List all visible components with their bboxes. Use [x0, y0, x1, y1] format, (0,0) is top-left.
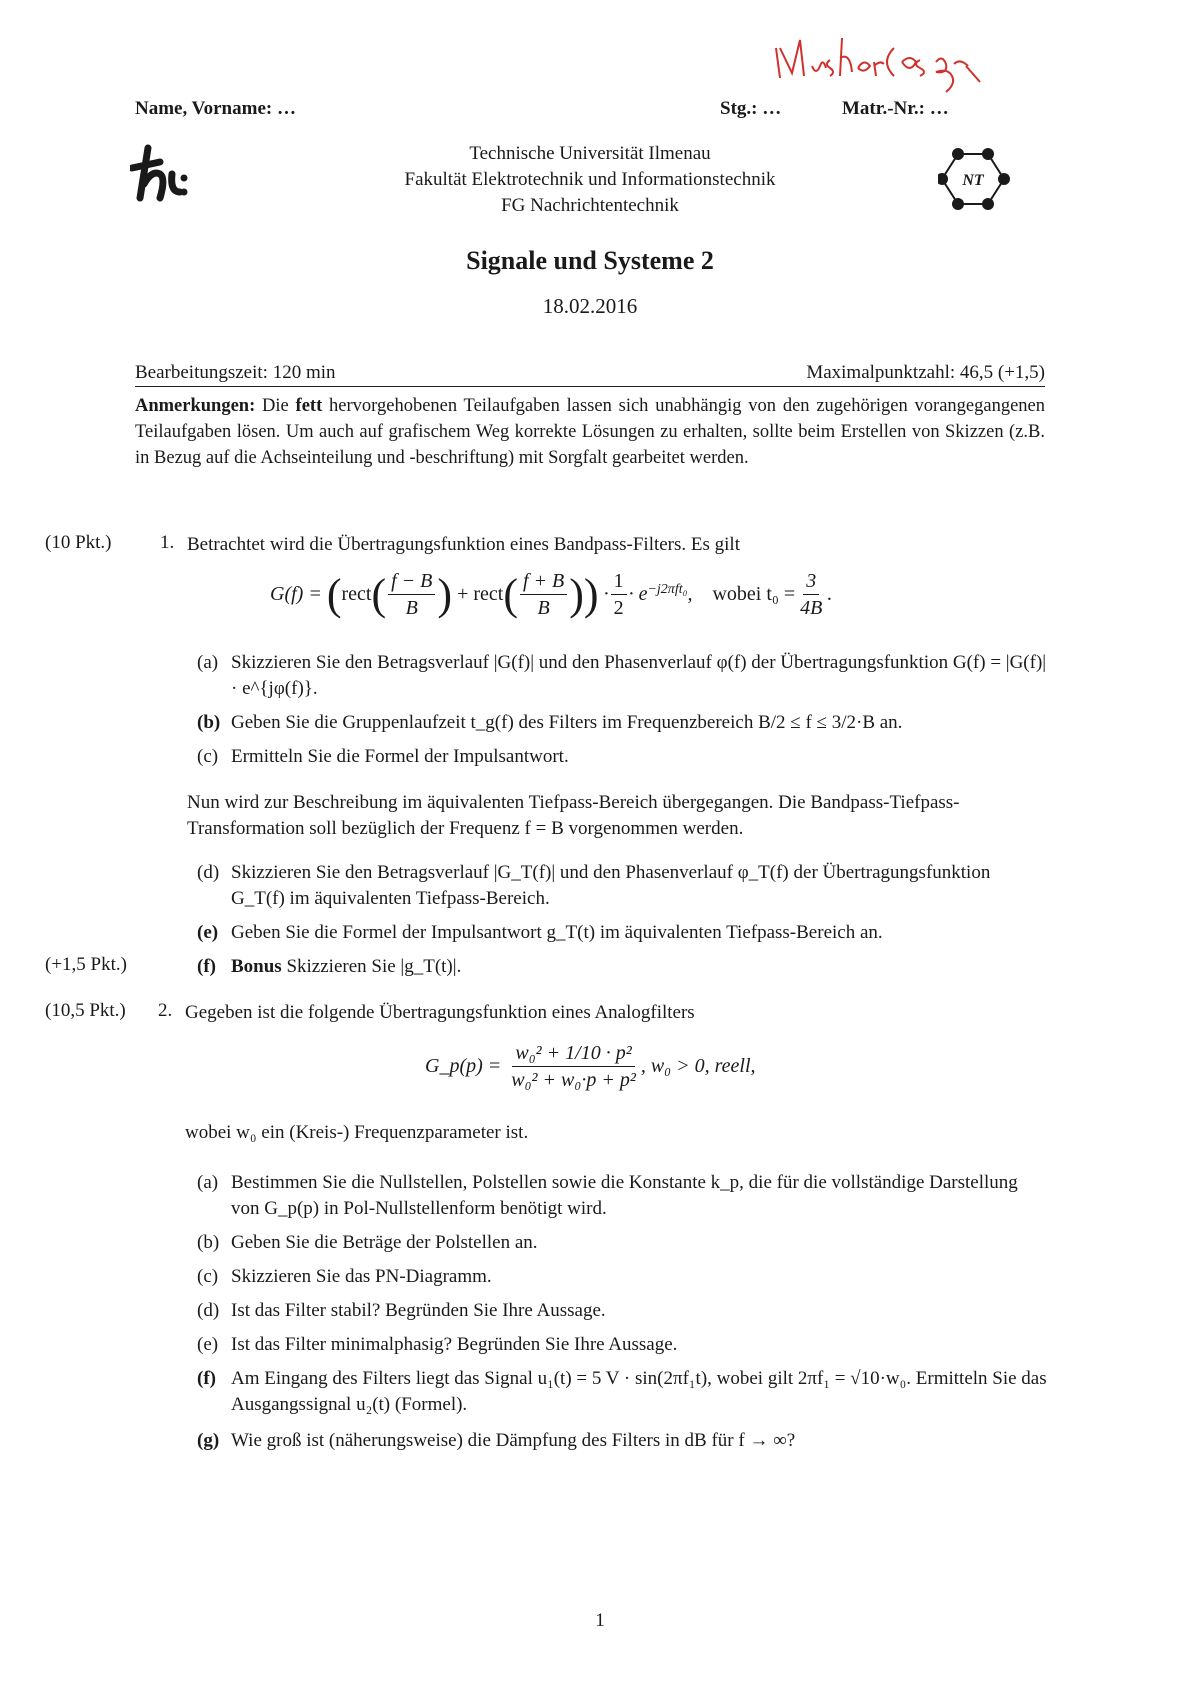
exam-date: 18.02.2016: [542, 294, 638, 318]
task1-formula: G(f) = ( rect ( $\frac{f - B}{B}$ ) + rect ( $\frac{f + B}{B}$ )) · $\frac{1}{2}$ · e $^{-j2\pi ft_0}$ , wobei t₀ = $\frac{3}{4B}$ .: [270, 569, 833, 619]
handwritten-note-musterloesung: [770, 18, 1000, 98]
exam-title: Signale und Systeme 2: [466, 246, 714, 275]
exam-notes: Anmerkungen: Die fett hervorgehobenen Teilaufgaben lassen sich unabhängig von den zugehörigen vorangegangenen Teilaufgaben lösen. Um auch auf grafischem Weg korrekte Lösungen zu erhalten, sollte beim Erstellen von Skizzen (z.B. in Bezug auf die Achseinteilung und -beschriftung) mit Sorgfalt gearbeitet werden.: [135, 396, 1045, 468]
task2-subtask-e: (e) Ist das Filter minimalphasig? Begründen Sie Ihre Aussage.: [197, 1334, 678, 1355]
task2-parameter-text: wobei w₀ ein (Kreis-) Frequenzparameter ist.: [185, 1122, 529, 1143]
task1-subtask-f: (f) Bonus Skizzieren Sie |g_T(t)|.: [197, 956, 462, 977]
task1-subtask-a: (a) Skizzieren Sie den Betragsverlauf |G(f)| und den Phasenverlauf φ(f) der Übertragungsfunktion G(f) = |G(f)| · e^{jφ(f)}.: [197, 652, 1047, 699]
task1-intro: Betrachtet wird die Übertragungsfunktion eines Bandpass-Filters. Es gilt: [187, 534, 740, 555]
nt-logo-text: NT: [962, 172, 984, 189]
task2-subtask-b: (b) Geben Sie die Beträge der Polstellen an.: [197, 1232, 538, 1253]
notes-heading: Anmerkungen:: [135, 396, 256, 416]
task2-formula: G_p(p) = $\frac{\text{w₀² + 1/10 · p²}}{\text{w₀² + w₀·p + p²}}$ , w₀ > 0, reell,: [425, 1042, 756, 1091]
task2-subtask-a: (a) Bestimmen Sie die Nullstellen, Polstellen sowie die Konstante k_p, die für die vollständige Darstellung von G_p(p) in Pol-Nullstellenform benötigt wird.: [197, 1172, 1018, 1219]
tu-ilmenau-logo: [130, 140, 230, 210]
task2-points: (10,5 Pkt.): [45, 1000, 126, 1021]
exam-meta-row: [135, 362, 1045, 387]
task1-points: (10 Pkt.): [45, 532, 112, 553]
task1-number: 1.: [160, 532, 175, 553]
page-number: 1: [595, 1610, 605, 1631]
matr-field-label: Matr.-Nr.: …: [842, 98, 949, 119]
task2-subtask-f: (f) Am Eingang des Filters liegt das Signal u₁(t) = 5 V · sin(2πf₁t), wobei gilt 2πf₁ = √10·w₀. Ermitteln Sie das Ausgangssignal u₂(t) (Formel).: [197, 1368, 1047, 1415]
nt-logo: [938, 144, 1018, 214]
task1-bonus-points: (+1,5 Pkt.): [45, 954, 127, 975]
task1-subtask-c: (c) Ermitteln Sie die Formel der Impulsantwort.: [197, 746, 569, 767]
task2-intro: Gegeben ist die folgende Übertragungsfunktion eines Analogfilters: [185, 1002, 695, 1023]
time-label: Bearbeitungszeit: 120 min: [135, 362, 336, 383]
task2-subtask-d: (d) Ist das Filter stabil? Begründen Sie Ihre Aussage.: [197, 1300, 606, 1321]
task2-number: 2.: [158, 1000, 173, 1021]
task1-subtask-d: (d) Skizzieren Sie den Betragsverlauf |G_T(f)| und den Phasenverlauf φ_T(f) der Übertragungsfunktion G_T(f) im äquivalenten Tiefpass-Bereich.: [197, 862, 991, 909]
task2-subtask-c: (c) Skizzieren Sie das PN-Diagramm.: [197, 1266, 492, 1287]
task1-subtask-e: (e) Geben Sie die Formel der Impulsantwort g_T(t) im äquivalenten Tiefpass-Bereich an.: [197, 922, 883, 943]
university-name: Technische Universität Ilmenau: [469, 143, 711, 164]
task2-subtask-g: (g) Wie groß ist (näherungsweise) die Dämpfung des Filters in dB für f → ∞?: [197, 1430, 796, 1451]
max-points-label: Maximalpunktzahl: 46,5 (+1,5): [806, 362, 1045, 383]
department-name: FG Nachrichtentechnik: [501, 195, 679, 216]
stg-field-label: Stg.: …: [720, 98, 782, 119]
task1-transition-text: Nun wird zur Beschreibung im äquivalenten Tiefpass-Bereich übergegangen. Die Bandpass-Tiefpass-Transformation soll bezüglich der Frequenz f = B vorgenommen werden.: [187, 792, 960, 839]
faculty-name: Fakultät Elektrotechnik und Informationstechnik: [404, 169, 776, 190]
task1-subtask-b: (b) Geben Sie die Gruppenlaufzeit t_g(f) des Filters im Frequenzbereich B/2 ≤ f ≤ 3/2·B an.: [197, 712, 903, 733]
name-field-label: Name, Vorname: …: [135, 98, 296, 119]
